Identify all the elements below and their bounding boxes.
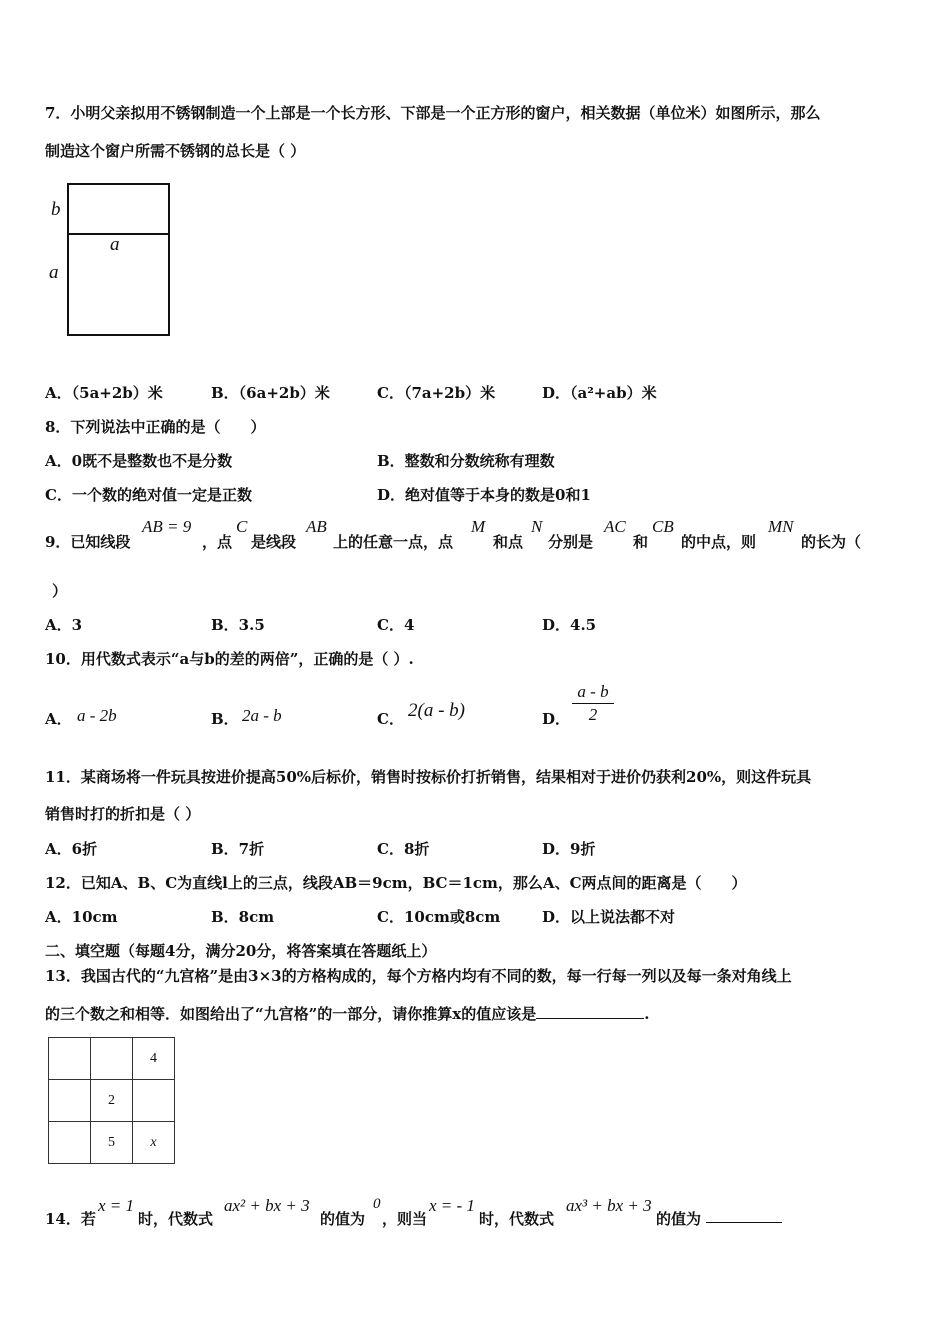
q9-math-n: N [531, 517, 543, 536]
q14-math-expr2: ax³ + bx + 3 [566, 1196, 652, 1215]
q7-window-figure [45, 178, 185, 342]
grid-cell: 2 [91, 1080, 133, 1122]
q9-math-m: M [471, 517, 486, 536]
q14-math-0: 0 [373, 1196, 381, 1212]
q9-option-a[interactable]: A．3 [45, 616, 83, 634]
q13-line2-text: 的三个数之和相等．如图给出了“九宫格”的一部分，请你推算x的值应该是 [45, 1005, 537, 1023]
q10-option-b-letter[interactable]: B． [211, 710, 239, 728]
label-b: b [51, 199, 61, 220]
q9-text-4: 和点 [493, 533, 524, 551]
q12-option-a[interactable]: A．10cm [45, 908, 118, 926]
q12-stem: 12．已知A、B、C为直线l上的三点，线段AB＝9cm，BC＝1cm，那么A、C两点间的距离是（ ） [45, 874, 747, 892]
section-2-header: 二、填空题（每题4分，满分20分，将答案填在答题纸上） [45, 942, 437, 960]
q9-text-7: 的中点，则 [681, 533, 757, 551]
q7-option-b[interactable]: B．（6a+2b）米 [211, 384, 330, 402]
grid-cell-x: x [133, 1122, 175, 1164]
q9-math-ab9: AB = 9 [142, 517, 192, 536]
q14-prefix: 14．若 [45, 1210, 96, 1228]
q13-period: . [644, 1005, 650, 1023]
grid-cell [91, 1038, 133, 1080]
q10-option-c-math[interactable]: 2(a - b) [408, 700, 465, 721]
q9-math-ab: AB [306, 517, 327, 536]
q9-prefix: 9．已知线段 [45, 533, 131, 551]
q7-stem-line1: 7．小明父亲拟用不锈钢制造一个上部是一个长方形、下部是一个正方形的窗户，相关数据（单位米）如图所示，那么 [45, 104, 821, 122]
fraction-denominator: 2 [588, 705, 598, 724]
q14-math-expr1: ax² + bx + 3 [224, 1196, 310, 1215]
q9-text-5: 分别是 [548, 533, 594, 551]
q9-math-ac: AC [604, 517, 626, 536]
q9-option-d[interactable]: D．4.5 [542, 616, 597, 634]
label-a-left: a [49, 262, 59, 283]
q10-option-d-letter[interactable]: D． [542, 710, 571, 728]
q8-stem: 8．下列说法中正确的是（ ） [45, 418, 266, 436]
q10-option-c-letter[interactable]: C． [377, 710, 404, 728]
window-outline [68, 184, 169, 335]
q10-option-a-math[interactable]: a - 2b [77, 706, 117, 725]
q12-option-c[interactable]: C．10cm或8cm [377, 908, 501, 926]
q9-option-b[interactable]: B．3.5 [211, 616, 265, 634]
q14-text-5: 的值为 [656, 1210, 702, 1228]
fraction-numerator: a - b [577, 682, 609, 701]
q13-answer-blank[interactable] [536, 1004, 644, 1019]
q8-option-b[interactable]: B．整数和分数统称有理数 [377, 452, 555, 470]
grid-cell [49, 1122, 91, 1164]
q9-text-1: ，点 [202, 533, 233, 551]
q13-stem-line2 [45, 1003, 649, 1024]
q10-option-a-letter[interactable]: A． [45, 710, 72, 728]
grid-cell [133, 1080, 175, 1122]
q11-option-b[interactable]: B．7折 [211, 840, 265, 858]
q10-stem: 10．用代数式表示“a与b的差的两倍”，正确的是（ ）. [45, 650, 414, 668]
grid-cell [49, 1038, 91, 1080]
grid-cell: 5 [91, 1122, 133, 1164]
q14-answer-blank[interactable] [706, 1208, 782, 1227]
q9-text-3: 上的任意一点，点 [333, 533, 454, 551]
q7-option-a[interactable]: A．（5a+2b）米 [45, 384, 163, 402]
q9-text-8: 的长为（ [801, 533, 862, 551]
q11-option-a[interactable]: A．6折 [45, 840, 98, 858]
q9-math-mn: MN [768, 517, 794, 536]
q9-close-paren: ） [52, 582, 68, 600]
nine-grid [48, 1037, 175, 1164]
q7-option-c[interactable]: C．（7a+2b）米 [377, 384, 496, 402]
q9-option-c[interactable]: C．4 [377, 616, 415, 634]
q8-option-d[interactable]: D．绝对值等于本身的数是0和1 [377, 486, 591, 504]
q9-text-6: 和 [633, 533, 649, 551]
q11-option-c[interactable]: C．8折 [377, 840, 430, 858]
q14-text-2: 的值为 [320, 1210, 366, 1228]
q14-text-3: ，则当 [382, 1210, 428, 1228]
label-a-top: a [110, 234, 120, 255]
grid-cell: 4 [133, 1038, 175, 1080]
grid-cell [49, 1080, 91, 1122]
q11-option-d[interactable]: D．9折 [542, 840, 596, 858]
q8-option-a[interactable]: A．0既不是整数也不是分数 [45, 452, 233, 470]
q11-stem-line1: 11．某商场将一件玩具按进价提高50%后标价，销售时按标价打折销售，结果相对于进价仍获利20%，则这件玩具 [45, 768, 812, 786]
q9-math-cb: CB [652, 517, 674, 536]
q14-math-x1: x = 1 [98, 1196, 135, 1215]
q7-option-d[interactable]: D．（a²+ab）米 [542, 384, 657, 402]
q10-option-b-math[interactable]: 2a - b [242, 706, 282, 725]
q12-option-d[interactable]: D．以上说法都不对 [542, 908, 676, 926]
q14-text-4: 时，代数式 [479, 1210, 555, 1228]
q12-option-b[interactable]: B．8cm [211, 908, 275, 926]
q9-text-2: 是线段 [251, 533, 297, 551]
q14-text-1: 时，代数式 [138, 1210, 214, 1228]
q10-option-d-fraction[interactable] [572, 682, 614, 725]
fraction-bar [572, 703, 614, 704]
q14-math-xneg1: x = - 1 [429, 1196, 475, 1215]
q8-option-c[interactable]: C．一个数的绝对值一定是正数 [45, 486, 252, 504]
q9-math-c: C [236, 517, 248, 536]
q11-stem-line2: 销售时打的折扣是（ ） [45, 805, 201, 823]
q7-stem-line2: 制造这个窗户所需不锈钢的总长是（ ） [45, 142, 306, 160]
q13-stem-line1: 13．我国古代的“九宫格”是由3×3的方格构成的，每个方格内均有不同的数，每一行每一列以及每一条对角线上 [45, 967, 792, 985]
